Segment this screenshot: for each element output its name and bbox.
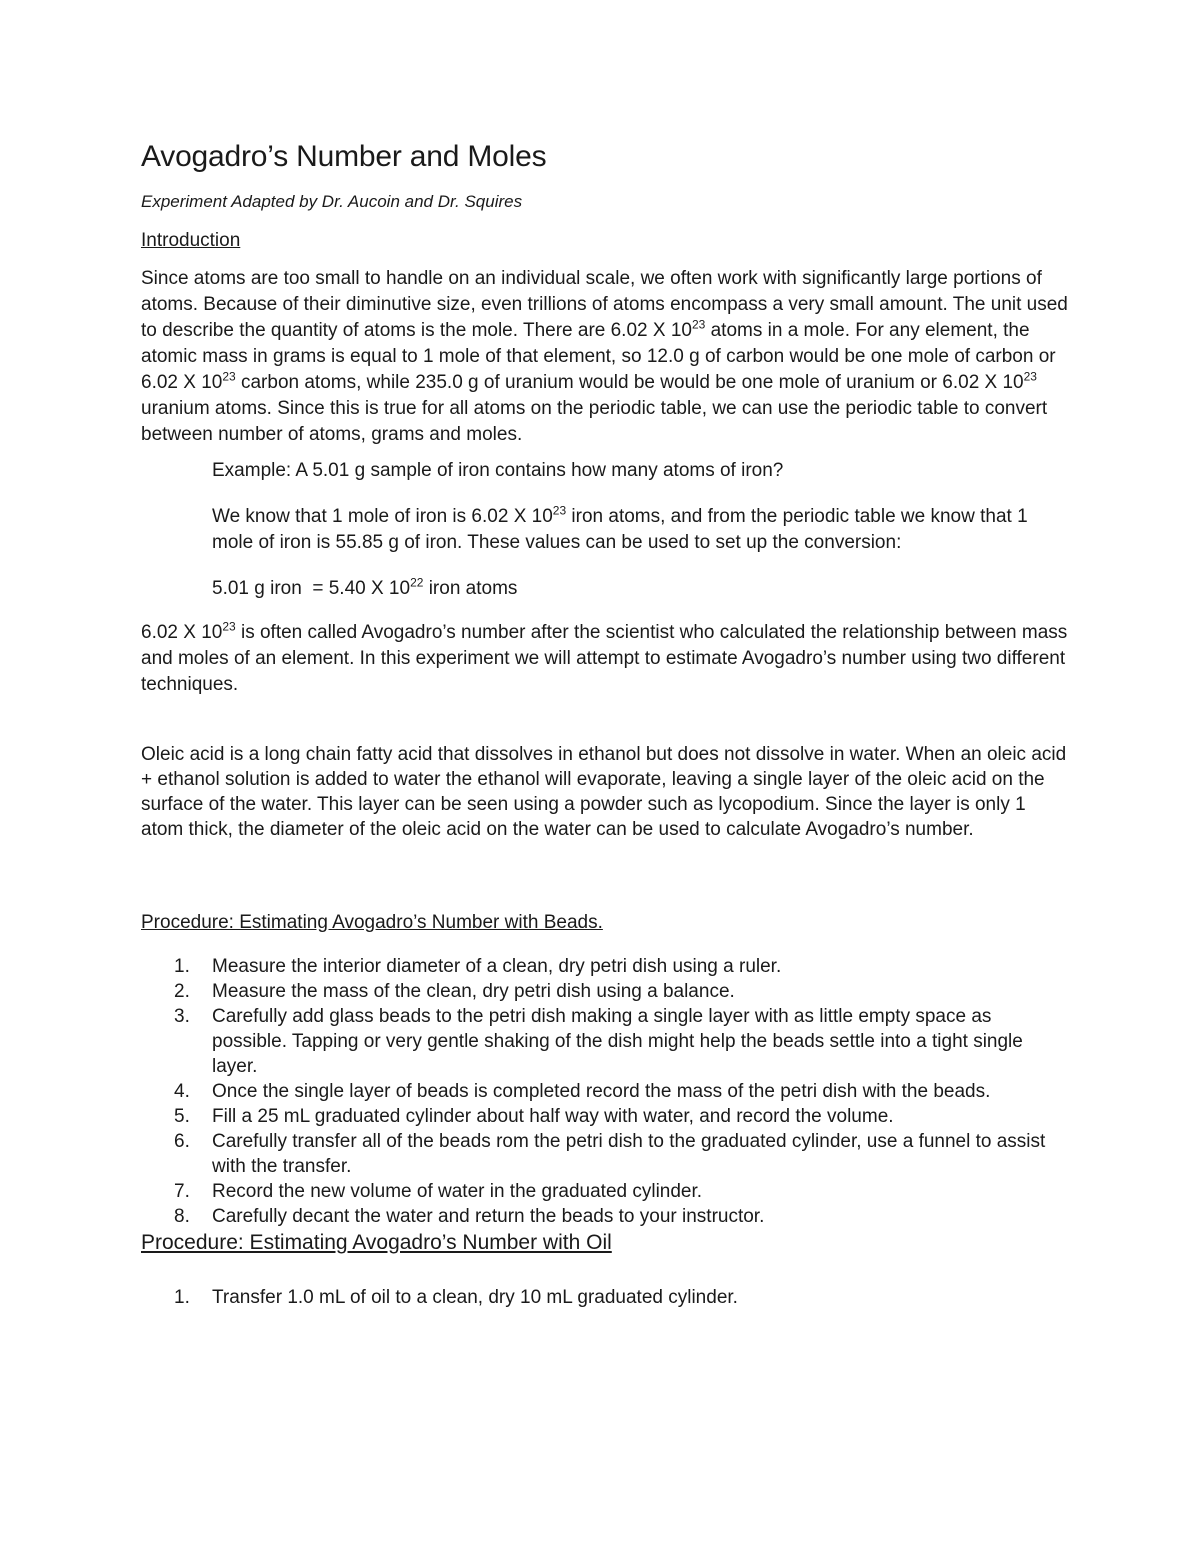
example-explanation: We know that 1 mole of iron is 6.02 X $10^{23}$ iron atoms, and from the periodic table we know that 1 mole of iron is 55.85 g of iron. These values can be used to set up the conversion: (212, 503, 1028, 553)
beads-procedure-heading: Procedure: Estimating Avogadro’s Number with Beads. (141, 912, 603, 933)
list-item: 3. Carefully add glass beads to the petri dish making a single layer with as little empty space as possible. Tapping or very gentle shaking of the dish might help the beads settle into a tight single layer. (174, 1006, 1023, 1077)
oleic-paragraph: Oleic acid is a long chain fatty acid that dissolves in ethanol but does not dissolve in water. When an oleic acid + ethanol solution is added to water the ethanol will evaporate, leaving a single layer of the oleic acid on the surface of the water. This layer can be seen using a powder such as lycopodium. Since the layer is only 1 atom thick, the diameter of the oleic acid on the water can be used to calculate Avogadro’s number. (141, 744, 1067, 840)
document-subtitle: Experiment Adapted by Dr. Aucoin and Dr. Squires (141, 192, 523, 211)
avogadro-paragraph: 6.02 X $10^{23}$ is often called Avogadro’s number after the scientist who calculated the relationship between mass and moles of an element. In this experiment we will attempt to estimate Avogadro’s number using two different techniques. (141, 619, 1068, 695)
list-item: 6. Carefully transfer all of the beads rom the petri dish to the graduated cylinder, use a funnel to assist with the transfer. (174, 1131, 1046, 1177)
oil-procedure-heading: Procedure: Estimating Avogadro’s Number with Oil (141, 1231, 612, 1254)
list-item: 1. Measure the interior diameter of a clean, dry petri dish using a ruler. (174, 956, 782, 977)
list-item: 2. Measure the mass of the clean, dry petri dish using a balance. (174, 981, 735, 1002)
intro-paragraph: Since atoms are too small to handle on an individual scale, we often work with significantly large portions of atoms. Because of their diminutive size, even trillions of atoms encompass a very small amount. The unit used to describe the quantity of atoms is the mole. There are 6.02 X $10^{23}$ atoms in a mole. For any element, the atomic mass in grams is equal to 1 mole of that element, so 12.0 g of carbon would be one mole of carbon or 6.02 X $10^{23}$ carbon atoms, while 235.0 g of uranium would be would be one mole of uranium or 6.02 X $10^{23}$ uranium atoms. Since this is true for all atoms on the periodic table, we can use the periodic table to convert between number of atoms, grams and moles. (141, 268, 1068, 445)
beads-steps-list (141, 954, 1071, 1229)
oil-steps-list (141, 1285, 1071, 1310)
conversion-equation: 5.01 g iron = 5.40 X $10^{22}$ iron atoms (212, 575, 518, 599)
introduction-heading: Introduction (141, 230, 241, 251)
document-body (141, 140, 1071, 1310)
list-item: 4. Once the single layer of beads is completed record the mass of the petri dish with the beads. (174, 1081, 991, 1102)
list-item: 1. Transfer 1.0 mL of oil to a clean, dry 10 mL graduated cylinder. (174, 1287, 738, 1308)
list-item: 8. Carefully decant the water and return the beads to your instructor. (174, 1206, 765, 1227)
document-title: Avogadro’s Number and Moles (141, 140, 547, 173)
list-item: 5. Fill a 25 mL graduated cylinder about half way with water, and record the volume. (174, 1106, 894, 1127)
example-question: Example: A 5.01 g sample of iron contains how many atoms of iron? (212, 460, 784, 481)
list-item: 7. Record the new volume of water in the graduated cylinder. (174, 1181, 703, 1202)
